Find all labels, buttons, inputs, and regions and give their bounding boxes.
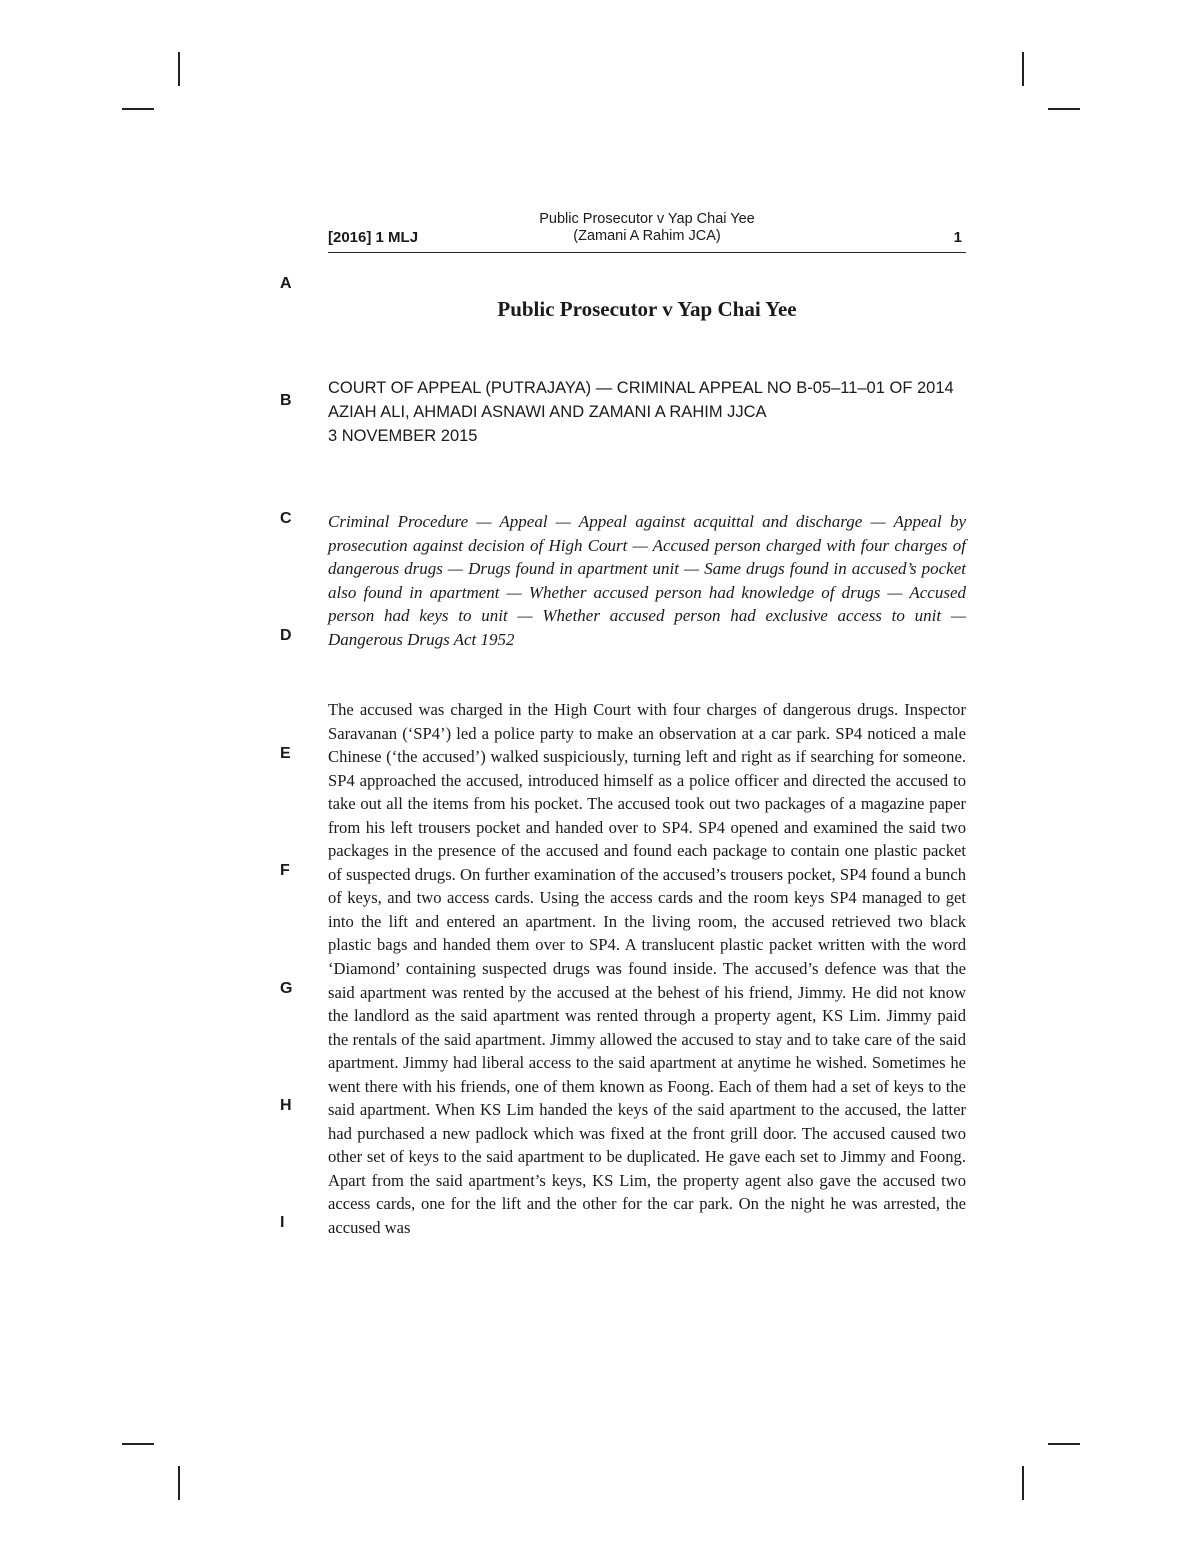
margin-marker-g: G [280,980,293,997]
running-title-line-1: Public Prosecutor v Yap Chai Yee [539,211,755,227]
crop-mark-top-right-horizontal [1048,108,1080,110]
summary-paragraph: The accused was charged in the High Court with four charges of dangerous drugs. Inspector Saravanan (‘SP4’) led a police party to make an observation at a car park. SP4 noticed a male Chinese (‘the accused’) walked suspiciously, turning left and right as if searching for someone. SP4 approached the accused, introduced himself as a police officer and directed the accused to take out all the items from his pocket. The accused took out two packages of a magazine paper from his left trousers pocket and handed over to SP4. SP4 opened and examined the said two packages in the presence of the accused and found each package to contain one plastic packet of suspected drugs. On further examination of the accused’s trousers pocket, SP4 found a bunch of keys, and two access cards. Using the access cards and the room keys SP4 managed to get into the lift and entered an apartment. In the living room, the accused retrieved two black plastic bags and handed them over to SP4. A translucent plastic packet written with the word ‘Diamond’ containing suspected drugs was found inside. The accused’s defence was that the said apartment was rented by the accused at the behest of his friend, Jimmy. He did not know the landlord as the said apartment was rented through a property agent, KS Lim. Jimmy paid the rentals of the said apartment. Jimmy allowed the accused to stay and to take care of the said apartment. Jimmy had liberal access to the said apartment at anytime he wished. Sometimes he went there with his friends, one of them known as Foong. Each of them had a set of keys to the said apartment. When KS Lim handed the keys of the said apartment to the accused, the latter had purchased a new padlock which was fixed at the front grill door. The accused caused two other set of keys to the said apartment to be duplicated. He gave each set to Jimmy and Foong. Apart from the said apartment’s keys, KS Lim, the property agent also gave the accused two access cards, one for the lift and the other for the car park. On the night he was arrested, the accused was [328,700,966,1238]
margin-marker-f: F [280,862,290,879]
margin-marker-c: C [280,510,292,527]
margin-marker-b: B [280,392,292,409]
margin-marker-h: H [280,1097,292,1114]
crop-mark-top-left-horizontal [122,108,154,110]
margin-marker-d: D [280,627,292,644]
crop-mark-bottom-right-vertical [1022,1466,1024,1500]
running-head [328,210,966,253]
crop-mark-top-right-vertical [1022,52,1024,86]
running-title [328,211,966,245]
margin-marker-e: E [280,745,291,762]
crop-mark-top-left-vertical [178,52,180,86]
case-title: Public Prosecutor v Yap Chai Yee [497,297,797,321]
crop-mark-bottom-left-vertical [178,1466,180,1500]
citation: [2016] 1 MLJ [328,229,419,246]
page-number: 1 [953,229,962,246]
running-title-line-2: (Zamani A Rahim JCA) [573,228,721,244]
decision-date: 3 NOVEMBER 2015 [328,427,478,445]
crop-mark-bottom-left-horizontal [122,1443,154,1445]
crop-mark-bottom-right-horizontal [1048,1443,1080,1445]
court-block [328,376,966,448]
court-and-appeal-number: COURT OF APPEAL (PUTRAJAYA) — CRIMINAL APPEAL NO B-05–11–01 OF 2014 [328,379,954,397]
margin-marker-i: I [280,1214,285,1231]
margin-marker-a: A [280,275,292,292]
judges: AZIAH ALI, AHMADI ASNAWI AND ZAMANI A RAHIM JJCA [328,403,767,421]
catchwords: Criminal Procedure — Appeal — Appeal against acquittal and discharge — Appeal by prosecution against decision of High Court — Accused person charged with four charges of dangerous drugs — Drugs found in apartment unit — Same drugs found in accused’s pocket also found in apartment — Whether accused person had knowledge of drugs — Accused person had keys to unit — Whether accused person had exclusive access to unit — Dangerous Drugs Act 1952 [328,512,966,649]
